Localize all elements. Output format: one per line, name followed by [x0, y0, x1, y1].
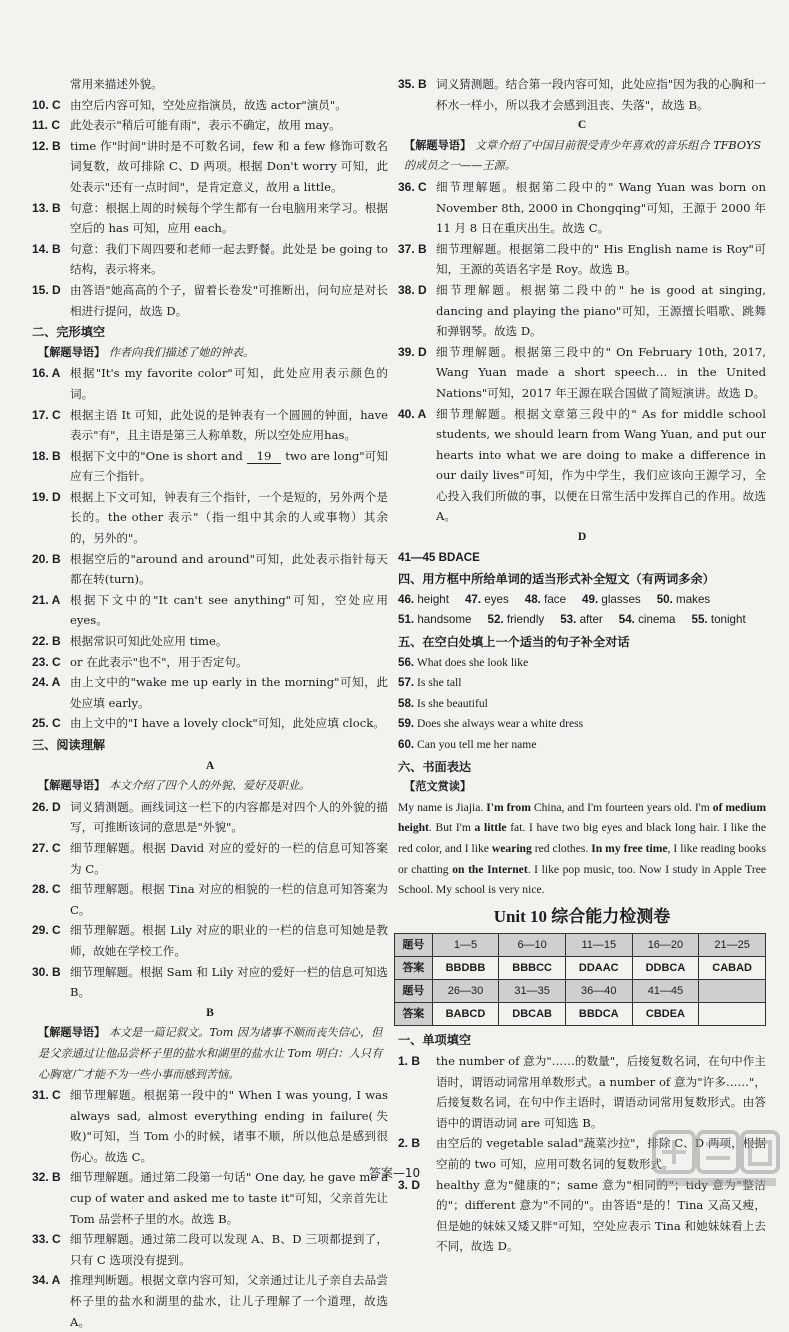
word-number: 55.: [691, 613, 708, 627]
text-fragment: 根据下文中的"One is short and: [70, 448, 247, 463]
table-cell: 21—25: [699, 934, 766, 957]
table-cell: 6—10: [499, 934, 566, 957]
unit-title: Unit 10 综合能力检测卷: [493, 906, 671, 926]
answer-number: 26. D: [32, 799, 61, 814]
dialog-sentence: Is she tall: [414, 676, 462, 690]
answer-item: [32, 713, 388, 734]
answer-item: [32, 280, 388, 321]
essay-highlight: wearing: [491, 841, 532, 855]
word-answers-row-2: [398, 610, 766, 631]
answer-explanation: healthy 意为"健康的"；same 意为"相同的"；tidy 意为"整洁的"；different 意为"不同的"。由答语"是的！Tina 又高又瘦，但是她的妹妹又矮又胖"可知，空处应表示 Tina 和她妹妹看上去不同，故选 D。: [436, 1177, 766, 1254]
guide-note: [398, 136, 766, 177]
answer-item: [398, 1051, 766, 1133]
passage-letter: C: [577, 118, 587, 132]
answer-number: 38. D: [398, 282, 427, 297]
answer-explanation: 句意：根据上周的时候每个学生都有一台电脑用来学习。根据空后的 has 可知，应用 each。: [70, 200, 388, 236]
word-value: glasses: [598, 592, 641, 606]
table-cell: BBDCA: [565, 1003, 632, 1026]
right-column: [398, 74, 766, 1257]
answer-item: [32, 95, 388, 116]
answer-explanation: 根据空后的"around and around"可知，此处表示指针每天都在转(turn)。: [70, 551, 388, 587]
section-heading-5: 五、在空白处填上一个适当的句子补全对话: [398, 635, 630, 650]
answer-number: 20. B: [32, 551, 61, 566]
answer-explanation: 词义猜测题。结合第一段内容可知，此处应指"因为我的心胸和一杯水一样小，所以我才会感到沮丧、失落"，故选 B。: [436, 77, 766, 112]
answer-explanation: 根据上下文可知，钟表有三个指针，一个是短的，另外两个是长的。the other 表示"（指一组中其余的人或事物）其余的，另外的"。: [70, 489, 388, 546]
model-essay: [398, 798, 766, 901]
answer-explanation: 由答语"她高高的个子，留着长卷发"可推断出，问句应是对长相进行提问，故选 D。: [70, 282, 388, 318]
answer-number: 24. A: [32, 675, 61, 690]
dialog-number: 56.: [398, 655, 415, 669]
word-value: makes: [672, 592, 711, 606]
table-cell: 36—40: [565, 980, 632, 1003]
table-cell: BBDBB: [432, 957, 499, 980]
dialog-sentence: Can you tell me her name: [414, 738, 537, 751]
answer-number: 1. B: [398, 1053, 421, 1068]
word-answer: [582, 593, 641, 606]
essay-highlight: I'm from: [486, 800, 531, 814]
table-cell: CABAD: [699, 957, 766, 980]
table-cell: [699, 980, 766, 1003]
answer-item: [398, 177, 766, 239]
word-value: cinema: [634, 613, 676, 627]
passage-letter: D: [577, 530, 587, 544]
essay-highlight: of medium height: [398, 800, 766, 835]
table-cell: DDAAC: [565, 957, 632, 980]
answer-explanation: 细节理解题。根据第二段中的" he is good at singing, dancing and playing the piano"可知，王源擅长唱歌、跳舞和弹钢琴。故选 D。: [436, 282, 766, 339]
answer-explanation: 根据"It's my favorite color"可知，此处应用表示颜色的词。: [70, 366, 388, 401]
dialog-answer: [398, 653, 766, 674]
dialog-sentence: What does she look like: [414, 655, 529, 669]
table-cell: [699, 1003, 766, 1026]
answer-number: 18. B: [32, 448, 61, 463]
table-cell: 41—45: [632, 980, 699, 1003]
table-cell: 11—15: [565, 934, 632, 957]
answer-number: 31. C: [32, 1088, 61, 1103]
answer-number: 29. C: [32, 923, 61, 938]
essay-highlight: In my free time: [591, 841, 668, 855]
answer-number: 10. C: [32, 97, 61, 112]
guide-note: [32, 776, 388, 797]
word-value: handsome: [414, 613, 472, 627]
word-number: 52.: [487, 613, 504, 627]
dialog-answer: [398, 673, 766, 694]
word-answer: [619, 613, 676, 626]
word-answer: [525, 593, 566, 606]
word-answer: [398, 613, 472, 626]
guide-label: 【解题导语】: [38, 779, 106, 793]
answer-number: 39. D: [398, 344, 427, 359]
table-cell: 答案: [395, 957, 433, 980]
table-cell: BBBCC: [499, 957, 566, 980]
answer-number: 33. C: [32, 1232, 61, 1247]
section-heading: 二、完形填空: [32, 325, 106, 340]
table-cell: 26—30: [432, 980, 499, 1003]
answer-explanation: [70, 446, 388, 487]
answer-number: 36. C: [398, 179, 427, 194]
answer-item: [32, 1270, 388, 1332]
table-cell: 题号: [395, 934, 433, 957]
guide-label: 【解题导语】: [404, 138, 472, 152]
table-cell: 16—20: [632, 934, 699, 957]
table-cell: 31—35: [499, 980, 566, 1003]
answer-item: [32, 590, 388, 631]
continuation-text: 常用来描述外貌。: [70, 77, 163, 91]
passage-letter: B: [206, 1005, 214, 1019]
answer-item: [32, 962, 388, 1003]
word-value: eyes: [481, 592, 509, 606]
word-answer: [560, 613, 603, 626]
section-heading: 一、单项填空: [398, 1033, 472, 1048]
plain-line: 41—45 BDACE: [398, 550, 480, 564]
answer-item: [32, 797, 388, 838]
answer-table-row-answers-1: [395, 957, 766, 980]
passage-letter: A: [205, 758, 215, 772]
answer-number: 30. B: [32, 964, 61, 979]
word-number: 54.: [618, 613, 635, 627]
answer-number: 21. A: [32, 592, 61, 607]
answer-item: [32, 115, 388, 136]
answer-number: 13. B: [32, 200, 61, 215]
answer-table: [394, 933, 766, 1026]
word-answer: [398, 593, 449, 606]
fill-blank: 19: [247, 449, 282, 464]
essay-text: , I like reading books or chatting: [398, 841, 766, 876]
guide-label: 【解题导语】: [38, 1026, 106, 1040]
dialog-number: 59.: [398, 717, 415, 731]
table-cell: DBCAB: [499, 1003, 566, 1026]
answer-explanation: 词义猜测题。画线词这一栏下的内容都是对四个人的外貌的描写，可推断该词的意思是"外貌"。: [70, 799, 388, 835]
essay-text: . But I'm: [428, 821, 475, 835]
answer-explanation: time 作"时间"讲时是不可数名词，few 和 a few 修饰可数名词复数，故可排除 C、D 两项。根据 Don't worry 可知，此处表示"还有一点时间"，是肯定意义，故用 a little。: [70, 138, 388, 194]
table-cell: 1—5: [432, 934, 499, 957]
essay-highlight: a little: [474, 821, 507, 835]
essay-text: fat. I have two big eyes and black long hair. I like the red color, and I like: [398, 821, 766, 855]
word-value: height: [414, 592, 449, 606]
answer-explanation: 细节理解题。根据 Tina 对应的相貌的一栏的信息可知答案为 C。: [70, 882, 388, 917]
word-number: 50.: [656, 592, 673, 606]
answer-explanation: 细节理解题。根据 David 对应的爱好的一栏的信息可知答案为 C。: [70, 840, 388, 876]
answer-explanation: 细节理解题。根据 Sam 和 Lily 对应的爱好一栏的信息可知选 B。: [70, 964, 388, 1000]
answer-number: 15. D: [32, 282, 61, 297]
answer-explanation: 细节理解题。根据第一段中的" When I was young, I was always sad, almost everything ending in failure(失败)"可知，当 Tom 小的时候，诸事不顺，所以他总是感到很伤心。故选 C。: [70, 1088, 388, 1164]
guide-text: 作者向我们描述了她的钟表。: [105, 345, 255, 359]
answer-number: 19. D: [32, 489, 61, 504]
answer-item: [398, 404, 766, 528]
answer-explanation: 句意：我们下周四要和老师一起去野餐。此处是 be going to 结构，表示将来。: [70, 241, 388, 277]
table-cell: BABCD: [432, 1003, 499, 1026]
answer-number: 11. C: [32, 118, 61, 133]
text-fragment: two are long"可知应有三个指针。: [70, 448, 388, 484]
essay-highlight: on the Internet: [452, 862, 528, 876]
answer-item: [32, 549, 388, 590]
essay-text: China, and I'm fourteen years old. I'm: [530, 800, 713, 814]
answer-explanation: 细节理解题。根据第二段中的" His English name is Roy"可知，王源的英语名字是 Roy。故选 B。: [436, 241, 766, 277]
word-number: 47.: [464, 592, 482, 606]
answer-item: [32, 631, 388, 652]
dialog-answer: [398, 714, 766, 735]
answer-explanation: 由上文中的"wake me up early in the morning"可知，此处应填 early。: [70, 675, 388, 710]
guide-note: [32, 343, 388, 364]
table-cell: CBDEA: [632, 1003, 699, 1026]
answer-item: [32, 838, 388, 879]
answer-number: 40. A: [398, 406, 427, 421]
answer-item: [32, 446, 388, 487]
dialog-sentence: Does she always wear a white dress: [414, 717, 584, 731]
answer-number: 23. C: [32, 654, 61, 669]
dialog-number: 58.: [398, 696, 415, 710]
word-value: after: [576, 613, 603, 627]
essay-text: . I like pop music, too. Now I study in Apple Tree School. My school is very nice.: [398, 862, 766, 897]
essay-label: 【范文赏读】: [404, 780, 472, 794]
answer-number: 2. B: [398, 1136, 421, 1151]
section-heading-6: 六、书面表达: [398, 759, 472, 774]
answer-explanation: 根据主语 It 可知，此处说的是钟表有一个圆圆的钟面，have 表示"有"，且主语是第三人称单数，所以空处应用has。: [70, 407, 388, 443]
answer-explanation: 由空后的 vegetable salad"蔬菜沙拉"，排除 C、D 两项，根据空前的 two 可知，应用可数名词的复数形式。: [436, 1136, 766, 1171]
word-number: 46.: [398, 592, 415, 606]
answer-item: [398, 239, 766, 280]
answer-number: 35. B: [398, 77, 427, 91]
word-answer: [488, 613, 545, 626]
guide-note: [32, 1023, 388, 1085]
answer-number: 28. C: [32, 882, 61, 897]
answer-explanation: 根据常识可知此处应用 time。: [70, 634, 228, 649]
answer-table-row-head-1: [395, 934, 766, 957]
answer-item: [32, 363, 388, 404]
answer-explanation: 细节理解题。根据 Lily 对应的职业的一栏的信息可知她是教师，故她在学校工作。: [70, 923, 388, 958]
answer-item: [32, 879, 388, 920]
guide-text: 本文是一篇记叙文。Tom 因为诸事不顺而丧失信心，但是父亲通过让他品尝杯子里的盐水和湖里的盐水让 Tom 明白：人只有心胸宽广才能不为一些小事而感到苦恼。: [38, 1026, 383, 1081]
word-answer: [657, 593, 711, 606]
word-answers: [398, 590, 766, 631]
dialog-sentence: Is she beautiful: [414, 696, 488, 710]
answer-explanation: 由上文中的"I have a lovely clock"可知，此处应填 clock。: [70, 716, 385, 731]
dialog-answers: [398, 653, 766, 756]
word-value: tonight: [707, 613, 746, 627]
word-number: 53.: [560, 613, 577, 627]
word-number: 48.: [524, 592, 541, 606]
answer-item: [32, 136, 388, 198]
answer-item: [32, 652, 388, 673]
answer-explanation: 此处表示"稍后可能有雨"，表示不确定，故用 may。: [70, 118, 341, 133]
answer-number: 14. B: [32, 241, 61, 256]
dialog-answer: [398, 694, 766, 715]
left-column: [32, 74, 388, 1332]
word-value: face: [540, 592, 567, 606]
section-heading: 三、阅读理解: [32, 738, 106, 752]
page-footer: 答案—10: [368, 1166, 421, 1180]
answer-explanation: 细节理解题。根据第三段中的" On February 10th, 2017, Wang Yuan made a short speech… in the United Nations"可知，2017 年王源在联合国做了简短演讲。故选 D。: [436, 344, 766, 400]
section-heading: 四、用方框中所给单词的适当形式补全短文（有两词多余）: [398, 572, 715, 587]
answer-item: [398, 342, 766, 404]
answer-item: [32, 1085, 388, 1167]
dialog-number: 57.: [398, 676, 415, 690]
word-value: friendly: [503, 613, 545, 627]
word-answers-row-1: [398, 590, 766, 611]
guide-text: 文章介绍了中国目前很受青少年喜欢的音乐组合 TFBOYS 的成员之一——王源。: [404, 138, 762, 173]
table-cell: 答案: [395, 1003, 433, 1026]
word-number: 51.: [398, 613, 415, 627]
answer-number: 37. B: [398, 241, 427, 256]
answer-explanation: or 在此表示"也不"，用于否定句。: [70, 654, 248, 669]
essay-text: My name is Jiajia.: [398, 800, 487, 814]
watermark-logo: [652, 1128, 782, 1194]
answer-number: 16. A: [32, 366, 61, 381]
guide-label: 【解题导语】: [38, 345, 106, 359]
table-cell: DDBCA: [632, 957, 699, 980]
answer-item: [32, 1229, 388, 1270]
answer-number: 32. B: [32, 1170, 61, 1185]
answer-number: 22. B: [32, 634, 61, 649]
answer-explanation: 由空后内容可知，空处应指演员，故选 actor"演员"。: [70, 97, 347, 112]
answer-explanation: 细节理解题。根据文章第三段中的" As for middle school students, we should learn from Wang Yuan, and put our hearts into what we are doing to make a difference in our daily lives"可知，作为中学生，我们应该向王源学习，全心投入我们所做的事，以便在日常生活中发挥自己的作用。故选 A。: [436, 406, 766, 524]
word-number: 49.: [582, 592, 599, 606]
dialog-number: 60.: [398, 738, 415, 751]
answer-number: 3. D: [398, 1177, 421, 1192]
answer-number: 34. A: [32, 1273, 61, 1288]
answer-explanation: the number of 意为"……的数量"，后接复数名词，在句中作主语时，谓语动词常用单数形式。a number of 意为"许多……"，后接复数名词，在句中作主语时，谓语动词常用复数形式。由答语中的谓语动词 are 可知选 B。: [436, 1053, 766, 1130]
answer-explanation: 细节理解题。通过第二段可以发现 A、B、D 三项都提到了，只有 C 选项没有提到。: [70, 1232, 388, 1267]
answer-item: [32, 920, 388, 961]
answer-number: 25. C: [32, 716, 61, 731]
dialog-answer: [398, 735, 766, 756]
answer-table-row-head-2: [395, 980, 766, 1003]
word-answer: [465, 593, 509, 606]
answer-explanation: 细节理解题。根据第二段中的" Wang Yuan was born on November 8th, 2000 in Chongqing"可知，王源于 2000 年 11 月 8 日在重庆出生。故选 C。: [436, 179, 766, 236]
answer-item: [32, 239, 388, 280]
answer-item: [32, 405, 388, 446]
word-answer: [692, 613, 746, 626]
answer-item: [32, 487, 388, 549]
answer-item: [398, 280, 766, 342]
answer-number: 17. C: [32, 407, 61, 422]
right-top-block: [398, 74, 766, 590]
answer-explanation: 根据下文中的"It can't see anything"可知，空处应用 eyes。: [70, 592, 388, 628]
answer-explanation: 细节理解题。通过第二段第一句话" One day, he gave me a cup of water and asked me to taste it"可知，父亲首先让 Tom 品尝杯子里的水。故选 B。: [70, 1170, 388, 1226]
table-cell: 题号: [395, 980, 433, 1003]
answer-number: 27. C: [32, 840, 61, 855]
answer-item: [32, 198, 388, 239]
answer-explanation: 推理判断题。根据文章内容可知，父亲通过让儿子亲自去品尝杯子里的盐水和湖里的盐水，让儿子理解了一个道理，故选 A。: [70, 1273, 388, 1329]
answer-item: [398, 74, 766, 115]
essay-text: red clothes.: [531, 841, 592, 855]
answer-item: [32, 672, 388, 713]
answer-table-row-answers-2: [395, 1003, 766, 1026]
guide-text: 本文介绍了四个人的外貌、爱好及职业。: [105, 779, 311, 793]
answer-number: 12. B: [32, 138, 61, 153]
